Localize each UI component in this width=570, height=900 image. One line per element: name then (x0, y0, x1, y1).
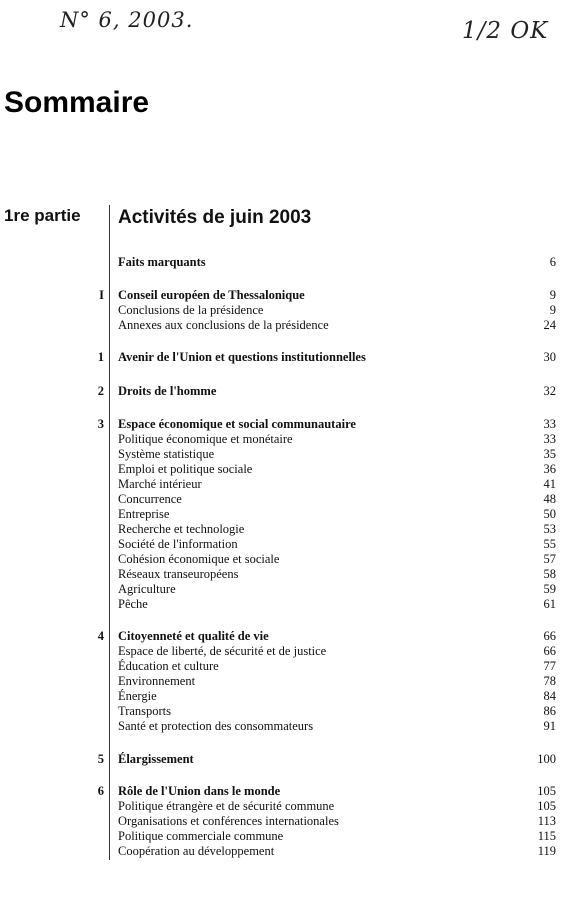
toc-page-number: 77 (543, 659, 556, 673)
handwritten-issue-note: N° 6, 2003. (60, 8, 194, 32)
toc-heading-row (80, 287, 556, 303)
toc-page-number: 50 (543, 507, 556, 521)
toc-row (80, 506, 556, 522)
toc-entry-label: Éducation et culture (118, 659, 219, 673)
toc-entry-label: Entreprise (118, 507, 170, 521)
toc-page-number: 9 (549, 288, 556, 302)
page-title: Sommaire (4, 86, 150, 119)
toc-page-number: 33 (543, 432, 556, 446)
toc-page-number: 105 (537, 784, 556, 798)
toc-entry-label: Espace de liberté, de sécurité et de justice (118, 644, 327, 658)
toc-row (80, 431, 556, 447)
toc-entry-label: Rôle de l'Union dans le monde (118, 784, 281, 798)
toc-page-number: 59 (543, 582, 556, 596)
toc-chapter-number: 5 (97, 752, 104, 766)
toc-entry-label: Avenir de l'Union et questions institutionnelles (118, 350, 366, 364)
toc-entry-label: Organisations et conférences internationales (118, 814, 339, 828)
toc-chapter-number: 1 (97, 350, 104, 364)
toc-entry-label: Pêche (118, 597, 148, 611)
toc-row (80, 521, 556, 537)
toc-page-number: 57 (543, 552, 556, 566)
toc-entry-label: Réseaux transeuropéens (118, 567, 239, 581)
toc-page-number: 24 (543, 318, 556, 332)
toc-page-number: 91 (543, 719, 556, 733)
toc-chapter-number: 4 (97, 629, 104, 643)
toc-entry-label: Conclusions de la présidence (118, 303, 264, 317)
toc-heading-row (80, 349, 556, 365)
toc-page-number: 6 (549, 255, 556, 269)
toc-page-number: 9 (549, 303, 556, 317)
toc-chapter-number: I (99, 288, 104, 302)
toc-page-number: 78 (543, 674, 556, 688)
toc-page-number: 115 (537, 829, 556, 843)
toc-entry-label: Système statistique (118, 447, 215, 461)
toc-heading-row (80, 254, 556, 270)
toc-entry-label: Agriculture (118, 582, 176, 596)
toc-page-number: 53 (543, 522, 556, 536)
part-label (4, 206, 81, 226)
toc-chapter-number: 2 (97, 384, 104, 398)
toc-heading-row (80, 383, 556, 399)
toc-page-number: 55 (543, 537, 556, 551)
toc-row (80, 302, 556, 318)
toc-entry-label: Emploi et politique sociale (118, 462, 253, 476)
toc-row (80, 566, 556, 582)
toc-row (80, 798, 556, 814)
toc-entry-label: Concurrence (118, 492, 182, 506)
toc-page-number: 36 (543, 462, 556, 476)
toc-row (80, 673, 556, 689)
toc-heading-row (80, 783, 556, 799)
toc-row (80, 703, 556, 719)
toc-page-number: 66 (543, 644, 556, 658)
toc-page-number: 86 (543, 704, 556, 718)
toc-heading-row (80, 751, 556, 767)
toc-page-number: 58 (543, 567, 556, 581)
toc-entry-label: Politique commerciale commune (118, 829, 284, 843)
toc-row (80, 317, 556, 333)
toc-entry-label: Politique économique et monétaire (118, 432, 293, 446)
toc-entry-label: Espace économique et social communautaire (118, 417, 356, 431)
toc-row (80, 446, 556, 462)
toc-page-number: 84 (543, 689, 556, 703)
toc-row (80, 813, 556, 829)
part-label-text: 1re partie (4, 206, 81, 225)
toc-page-number: 32 (543, 384, 556, 398)
toc-heading-row (80, 416, 556, 432)
toc-entry-label: Environnement (118, 674, 196, 688)
toc-row (80, 828, 556, 844)
toc-entry-label: Conseil européen de Thessalonique (118, 288, 305, 302)
toc-page-number: 35 (543, 447, 556, 461)
toc-entry-label: Cohésion économique et sociale (118, 552, 280, 566)
toc-row (80, 596, 556, 612)
toc-page-number: 105 (537, 799, 556, 813)
toc-row (80, 658, 556, 674)
section-title: Activités de juin 2003 (118, 207, 312, 228)
toc-row (80, 688, 556, 704)
toc-page-number: 113 (537, 814, 556, 828)
toc-row (80, 491, 556, 507)
toc-page-number: 30 (543, 350, 556, 364)
toc-entry-label: Énergie (118, 689, 157, 703)
toc-row (80, 581, 556, 597)
toc-entry-label: Annexes aux conclusions de la présidence (118, 318, 329, 332)
toc-entry-label: Santé et protection des consommateurs (118, 719, 314, 733)
toc-page-number: 66 (543, 629, 556, 643)
toc-entry-label: Citoyenneté et qualité de vie (118, 629, 269, 643)
toc-entry-label: Société de l'information (118, 537, 238, 551)
toc-row (80, 551, 556, 567)
toc-entry-label: Recherche et technologie (118, 522, 245, 536)
toc-row (80, 461, 556, 477)
toc-entry-label: Politique étrangère et de sécurité commune (118, 799, 335, 813)
toc-row (80, 718, 556, 734)
toc-entry-label: Élargissement (118, 752, 194, 766)
toc-page-number: 33 (543, 417, 556, 431)
toc-entry-label: Coopération au développement (118, 844, 275, 858)
toc-chapter-number: 6 (97, 784, 104, 798)
toc-entry-label: Droits de l'homme (118, 384, 217, 398)
toc-row (80, 536, 556, 552)
toc-page-number: 119 (537, 844, 556, 858)
handwritten-ok-note: 1/2 OK (462, 18, 549, 44)
toc-chapter-number: 3 (97, 417, 104, 431)
toc-row (80, 476, 556, 492)
toc-entry-label: Transports (118, 704, 172, 718)
toc-entry-label: Faits marquants (118, 255, 206, 269)
toc-page-number: 41 (543, 477, 556, 491)
toc-row (80, 843, 556, 859)
toc-page-number: 61 (543, 597, 556, 611)
toc-page-number: 100 (537, 752, 556, 766)
toc-heading-row (80, 628, 556, 644)
toc-row (80, 643, 556, 659)
toc-page-number: 48 (543, 492, 556, 506)
toc-entry-label: Marché intérieur (118, 477, 202, 491)
